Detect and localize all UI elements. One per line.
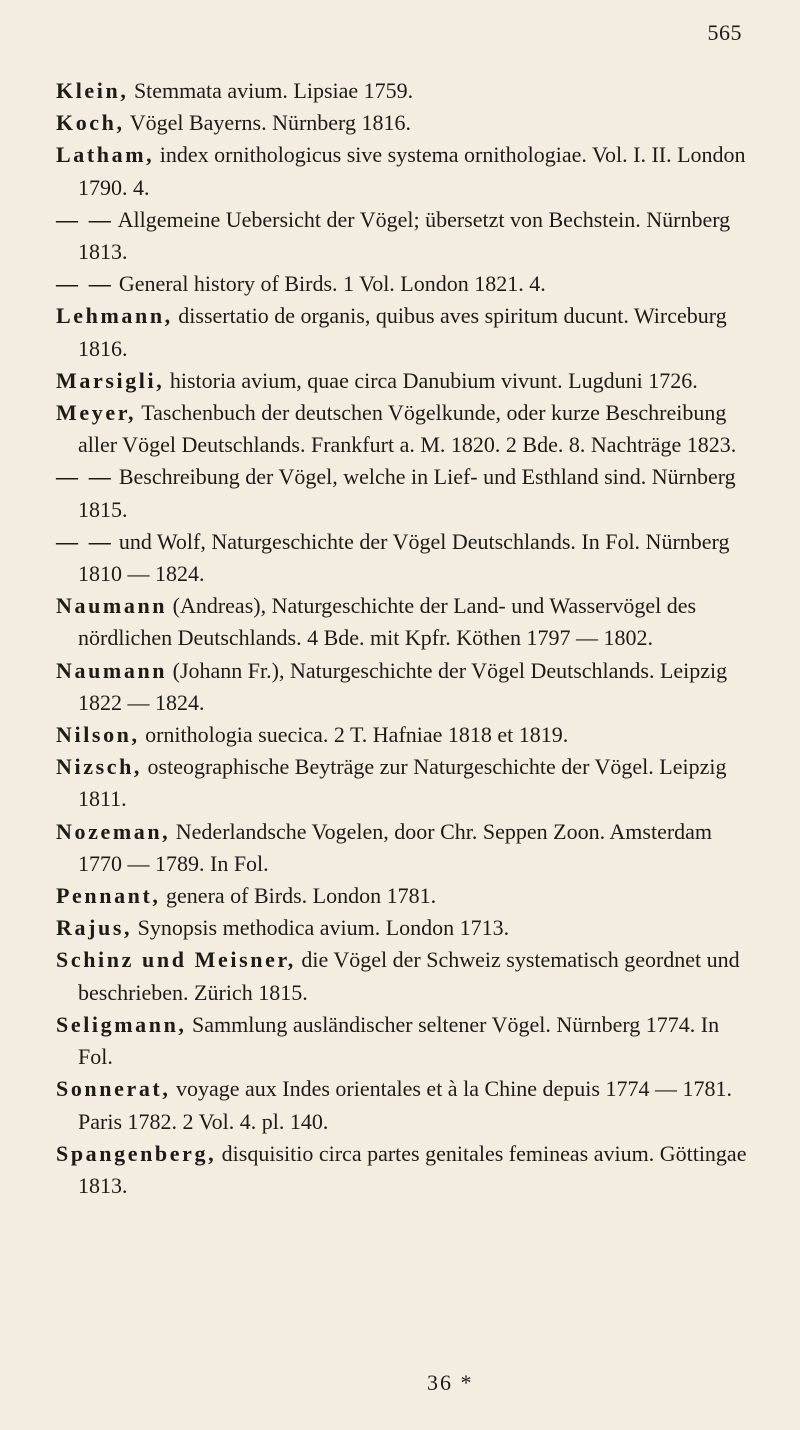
signature-mark: 36 * — [427, 1370, 474, 1395]
bibliography-entry — [56, 1138, 756, 1202]
entry-author: Seligmann, — [56, 1011, 187, 1037]
entry-text: Allgemeine Uebersicht der Vögel; übersetzt von Bechstein. Nürnberg 1813. — [78, 206, 731, 265]
bibliography-entry — [56, 816, 756, 880]
entry-text: Vögel Bayerns. Nürnberg 1816. — [124, 110, 411, 136]
entry-text: (Andreas), Naturgeschichte der Land- und Wasservögel des nördlichen Deutschlands. 4 Bde. mit Kpfr. Köthen 1797 — 1802. — [78, 593, 697, 651]
entry-author: Sonnerat, — [56, 1076, 171, 1102]
entry-author: — — — [56, 271, 114, 297]
entry-author: Meyer, — [56, 400, 137, 426]
bibliography-entry — [56, 204, 756, 268]
entry-author: Lehmann, — [56, 303, 173, 329]
bibliography-entry — [56, 590, 756, 654]
bibliography-entry — [56, 365, 756, 397]
entry-text: Beschreibung der Vögel, welche in Lief- und Esthland sind. Nürnberg 1815. — [78, 464, 736, 522]
bibliography-entry — [56, 461, 756, 525]
entry-text: (Johann Fr.), Naturgeschichte der Vögel Deutschlands. Leipzig 1822 — 1824. — [78, 657, 728, 715]
entry-author: Marsigli, — [56, 367, 165, 393]
bibliography-entry — [56, 655, 756, 719]
entry-text: osteographische Beyträge zur Naturgeschichte der Vögel. Leipzig 1811. — [78, 754, 727, 812]
entry-text: voyage aux Indes orientales et à la Chine depuis 1774 — 1781. Paris 1782. 2 Vol. 4. pl. 140. — [78, 1076, 732, 1134]
entry-text: und Wolf, Naturgeschichte der Vögel Deutschlands. In Fol. Nürnberg 1810 — 1824. — [78, 528, 730, 587]
entry-text: genera of Birds. London 1781. — [160, 883, 437, 909]
entry-author: — — — [56, 206, 114, 232]
bibliography-entry — [56, 397, 756, 461]
entry-text: Taschenbuch der deutschen Vögelkunde, oder kurze Beschreibung aller Vögel Deutschlands. Frankfurt a. M. 1820. 2 Bde. 8. Nachträge 1823. — [78, 400, 737, 458]
entry-author: Schinz und Meisner, — [56, 947, 296, 973]
bibliography-entry — [56, 139, 756, 203]
bibliography-entry — [56, 880, 756, 912]
bibliography-list — [56, 75, 756, 1202]
bibliography-entry — [56, 1073, 756, 1137]
bibliography-entry — [56, 75, 756, 107]
entry-author: Klein, — [56, 78, 129, 103]
entry-author: Nizsch, — [56, 754, 143, 780]
entry-text: disquisitio circa partes genitales femineas avium. Göttingae 1813. — [78, 1140, 747, 1198]
bibliography-entry — [56, 719, 756, 751]
entry-author: Koch, — [56, 110, 125, 136]
bibliography-entry — [56, 300, 756, 364]
bibliography-entry — [56, 268, 756, 300]
entry-text: index ornithologicus sive systema ornithologiae. Vol. I. II. London 1790. 4. — [78, 142, 746, 200]
bibliography-entry — [56, 944, 756, 1008]
entry-author: — — — [56, 528, 114, 554]
entry-author: — — — [56, 464, 114, 490]
entry-author: Nilson, — [56, 722, 140, 748]
entry-author: Naumann — [56, 657, 168, 683]
entry-text: historia avium, quae circa Danubium vivunt. Lugduni 1726. — [164, 367, 698, 393]
entry-text: Synopsis methodica avium. London 1713. — [132, 915, 510, 941]
entry-author: Pennant, — [56, 883, 161, 909]
entry-text: Sammlung ausländischer seltener Vögel. Nürnberg 1774. In Fol. — [78, 1011, 720, 1070]
entry-text: Nederlandsche Vogelen, door Chr. Seppen Zoon. Amsterdam 1770 — 1789. In Fol. — [78, 818, 713, 876]
entry-text: die Vögel der Schweiz systematisch geordnet und beschrieben. Zürich 1815. — [78, 947, 740, 1005]
bibliography-entry — [56, 751, 756, 815]
entry-author: Naumann — [56, 593, 168, 619]
entry-text: dissertatio de organis, quibus aves spiritum ducunt. Wirceburg 1816. — [78, 303, 727, 361]
bibliography-entry — [56, 912, 756, 944]
entry-text: Stemmata avium. Lipsiae 1759. — [128, 78, 414, 103]
entry-author: Latham, — [56, 142, 155, 168]
entry-author: Rajus, — [56, 915, 133, 941]
bibliography-entry — [56, 107, 756, 139]
entry-author: Nozeman, — [56, 818, 171, 844]
page-number: 565 — [707, 20, 742, 45]
entry-text: ornithologia suecica. 2 T. Hafniae 1818 et 1819. — [139, 722, 569, 748]
entry-text: General history of Birds. 1 Vol. London 1821. 4. — [113, 271, 546, 297]
bibliography-entry — [56, 1009, 756, 1073]
bibliography-entry — [56, 526, 756, 590]
entry-author: Spangenberg, — [56, 1140, 217, 1166]
